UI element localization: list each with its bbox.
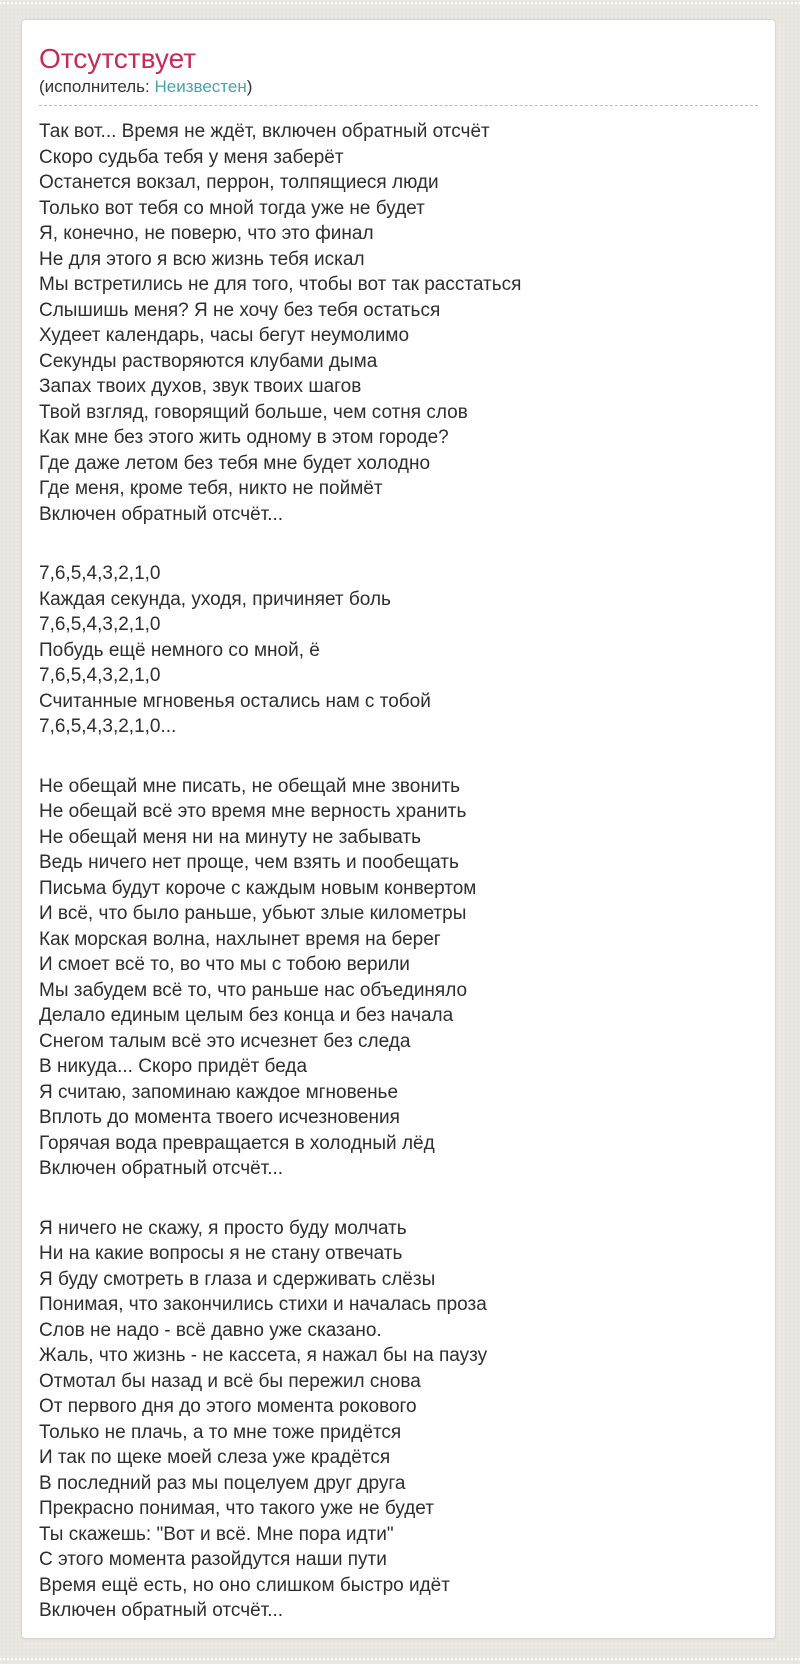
artist-label: (исполнитель: (39, 77, 150, 96)
artist-line (39, 77, 758, 96)
artist-label-close: ) (246, 77, 253, 96)
verse-2: 7,6,5,4,3,2,1,0 Каждая секунда, уходя, причиняет боль 7,6,5,4,3,2,1,0 Побудь ещё немного со мной, ё 7,6,5,4,3,2,1,0 Считанные мгновенья остались нам с тобой 7,6,5,4,3,2,1,0... (39, 563, 431, 737)
lyrics (39, 106, 758, 1624)
song-header (39, 44, 758, 106)
perforation-line-bottom (0, 1658, 800, 1660)
verse-4: Я ничего не скажу, я просто буду молчать Ни на какие вопросы я не стану отвечать Я буду смотреть в глаза и сдерживать слёзы Понимая, что закончились стихи и началась проза Слов не надо - всё давно уже сказано. Жаль, что жизнь - не кассета, я нажал бы на паузу Отмотал бы назад и всё бы пережил снова От первого дня до этого момента рокового Только не плачь, а то мне тоже придётся И так по щеке моей слеза уже крадётся В последний раз мы поцелуем друг друга Прекрасно понимая, что такого уже не будет Ты скажешь: "Вот и всё. Мне пора идти" С этого момента разойдутся наши пути Время ещё есть, но оно слишком быстро идёт Включен обратный отсчёт... (39, 1217, 488, 1621)
song-title: Отсутствует (39, 43, 197, 74)
perforation-line-top (0, 2, 800, 4)
verse-1: Так вот... Время не ждёт, включен обратный отсчёт Скоро судьба тебя у меня заберёт Останется вокзал, перрон, толпящиеся люди Только вот тебя со мной тогда уже не будет Я, конечно, не поверю, что это финал Не для этого я всю жизнь тебя искал Мы встретились не для того, чтобы вот так расстаться Слышишь меня? Я не хочу без тебя остаться Худеет календарь, часы бегут неумолимо Секунды растворяются клубами дыма Запах твоих духов, звук твоих шагов Твой взгляд, говорящий больше, чем сотня слов Как мне без этого жить одному в этом городе? Где даже летом без тебя мне будет холодно Где меня, кроме тебя, никто не поймёт Включен обратный отсчёт... (39, 121, 522, 525)
verse-3: Не обещай мне писать, не обещай мне звонить Не обещай всё это время мне верность хранить Не обещай меня ни на минуту не забывать Ведь ничего нет проще, чем взять и пообещать Письма будут короче с каждым новым конвертом И всё, что было раньше, убьют злые километры Как морская волна, нахлынет время на берег И смоет всё то, во что мы с тобою верили Мы забудем всё то, что раньше нас объединяло Делало единым целым без конца и без начала Снегом талым всё это исчезнет без следа В никуда... Скоро придёт беда Я считаю, запоминаю каждое мгновенье Вплоть до момента твоего исчезновения Горячая вода превращается в холодный лёд Включен обратный отсчёт... (39, 775, 477, 1179)
content-card (21, 19, 776, 1639)
artist-link[interactable]: Неизвестен (154, 77, 247, 96)
